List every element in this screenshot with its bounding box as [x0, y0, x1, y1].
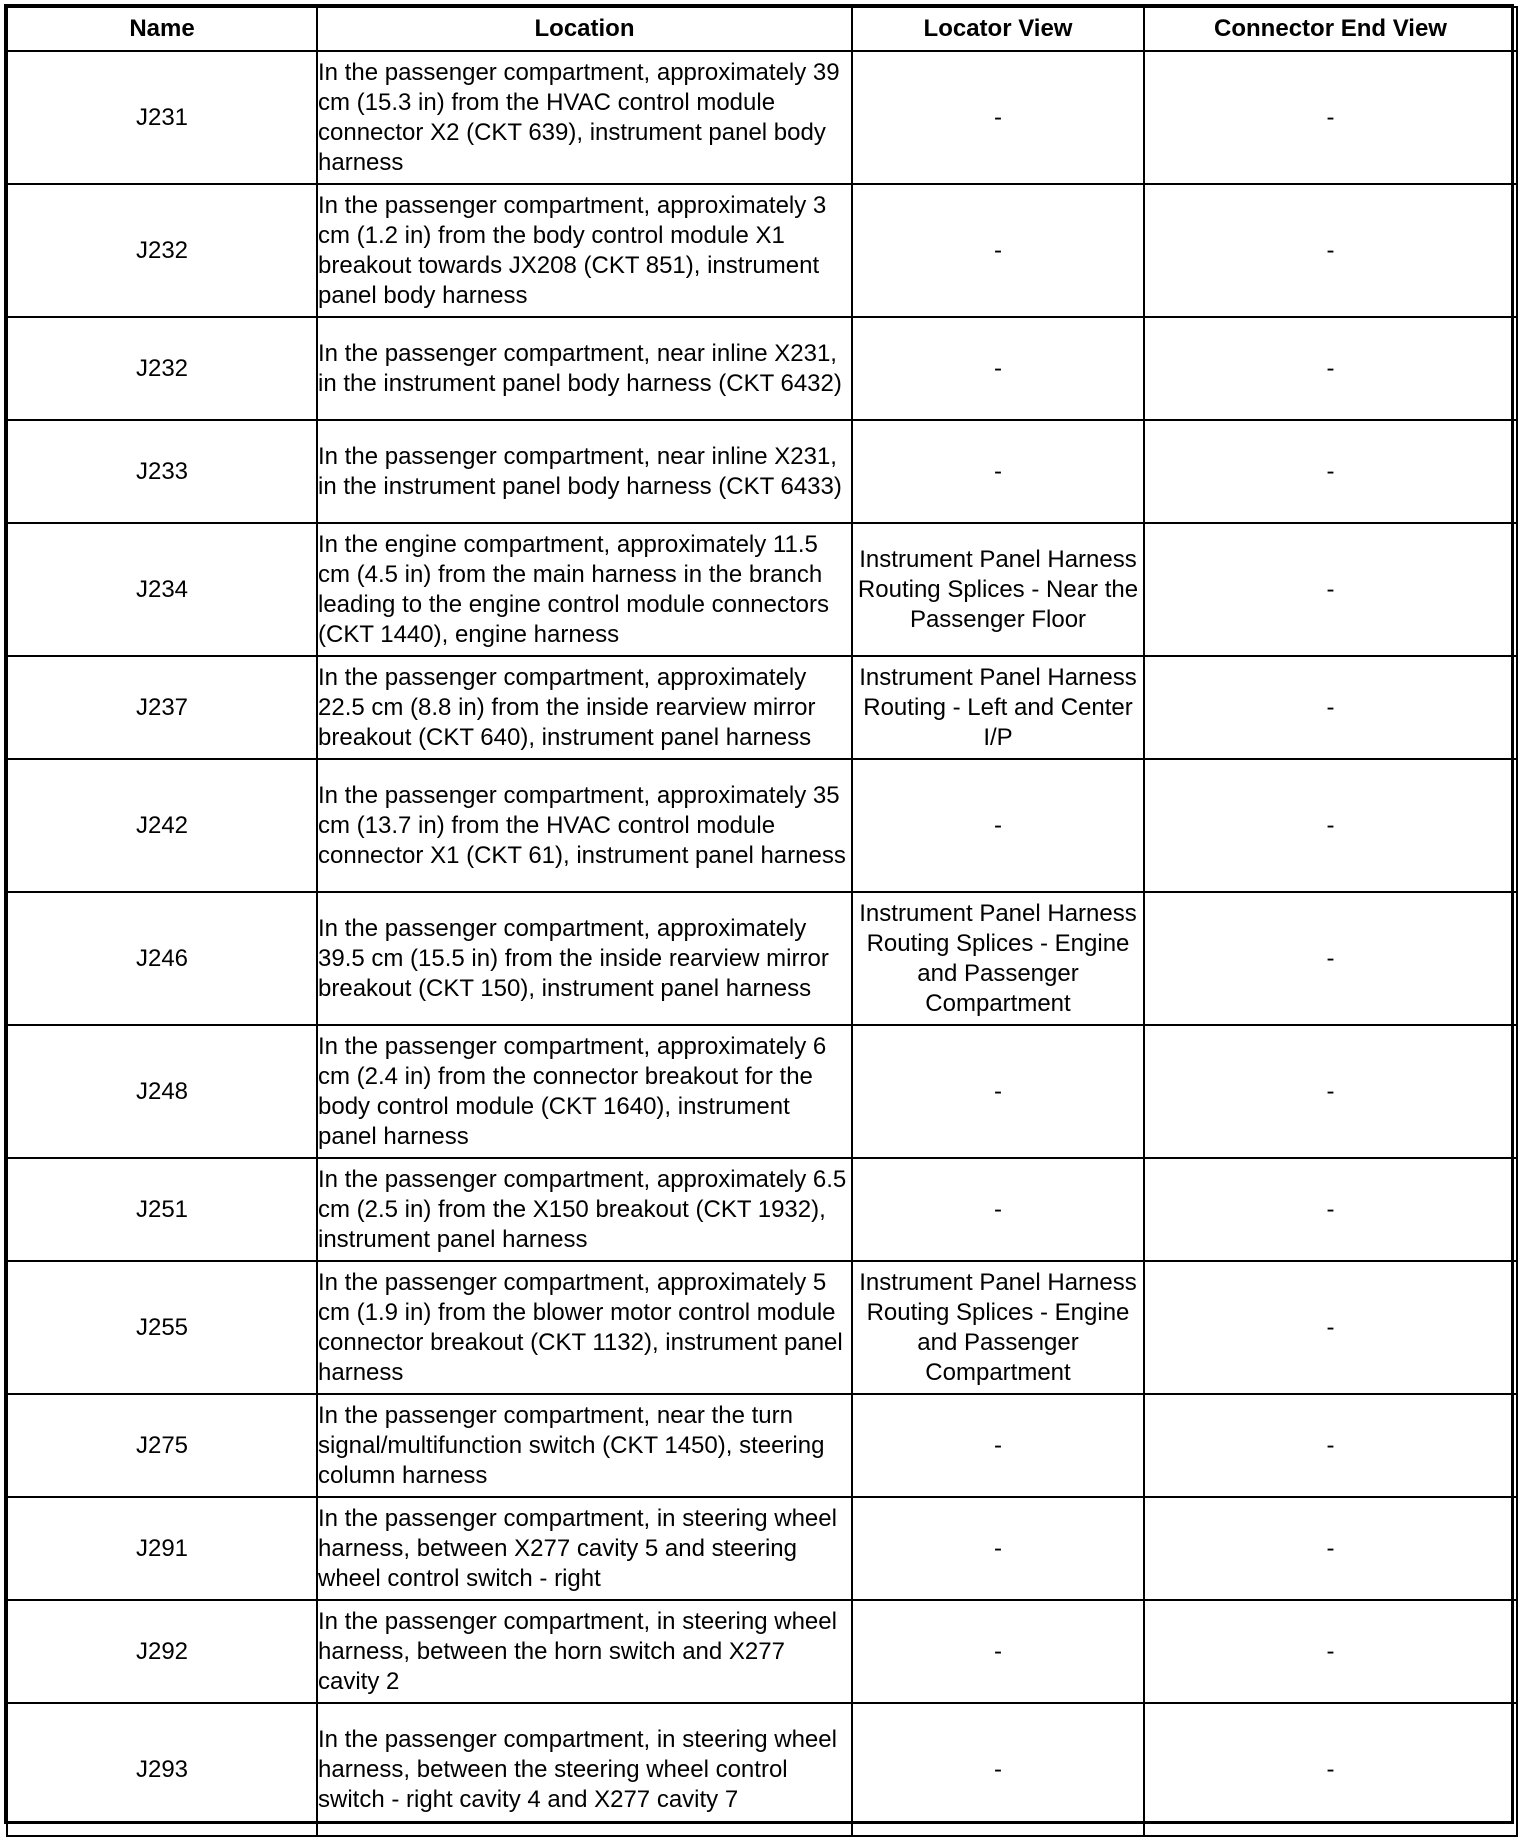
cell-locator-view: -	[852, 1703, 1144, 1836]
cell-connector-end-view: -	[1144, 759, 1517, 892]
splice-location-table	[6, 6, 1518, 1837]
header-row	[7, 7, 1517, 51]
cell-location: In the passenger compartment, in steering wheel harness, between the steering wheel control switch - right cavity 4 and X277 cavity 7	[317, 1703, 852, 1836]
table-row	[7, 184, 1517, 317]
cell-location: In the passenger compartment, approximately 22.5 cm (8.8 in) from the inside rearview mirror breakout (CKT 640), instrument panel harness	[317, 656, 852, 759]
cell-connector-end-view: -	[1144, 523, 1517, 656]
cell-name: J291	[7, 1497, 317, 1600]
cell-location: In the passenger compartment, in steering wheel harness, between X277 cavity 5 and steering wheel control switch - right	[317, 1497, 852, 1600]
table-row	[7, 656, 1517, 759]
cell-connector-end-view: -	[1144, 420, 1517, 523]
cell-name: J231	[7, 51, 317, 184]
cell-location: In the passenger compartment, approximately 6 cm (2.4 in) from the connector breakout for the body control module (CKT 1640), instrument panel harness	[317, 1025, 852, 1158]
cell-connector-end-view: -	[1144, 1394, 1517, 1497]
table-row	[7, 1394, 1517, 1497]
table-row	[7, 1600, 1517, 1703]
table-row	[7, 1497, 1517, 1600]
cell-locator-view: -	[852, 420, 1144, 523]
cell-name: J255	[7, 1261, 317, 1394]
cell-locator-view: -	[852, 1394, 1144, 1497]
cell-locator-view: -	[852, 759, 1144, 892]
cell-locator-view: -	[852, 1497, 1144, 1600]
table-row	[7, 317, 1517, 420]
cell-connector-end-view: -	[1144, 1703, 1517, 1836]
cell-location: In the passenger compartment, approximately 39.5 cm (15.5 in) from the inside rearview mirror breakout (CKT 150), instrument panel harness	[317, 892, 852, 1025]
cell-name: J242	[7, 759, 317, 892]
cell-connector-end-view: -	[1144, 1261, 1517, 1394]
cell-locator-view: Instrument Panel Harness Routing Splices - Engine and Passenger Compartment	[852, 1261, 1144, 1394]
cell-connector-end-view: -	[1144, 51, 1517, 184]
cell-location: In the passenger compartment, approximately 6.5 cm (2.5 in) from the X150 breakout (CKT 1932), instrument panel harness	[317, 1158, 852, 1261]
cell-locator-view: -	[852, 1025, 1144, 1158]
table-row	[7, 892, 1517, 1025]
cell-location: In the engine compartment, approximately 11.5 cm (4.5 in) from the main harness in the branch leading to the engine control module connectors (CKT 1440), engine harness	[317, 523, 852, 656]
cell-location: In the passenger compartment, in steering wheel harness, between the horn switch and X277 cavity 2	[317, 1600, 852, 1703]
cell-name: J237	[7, 656, 317, 759]
cell-name: J232	[7, 184, 317, 317]
cell-location: In the passenger compartment, approximately 39 cm (15.3 in) from the HVAC control module connector X2 (CKT 639), instrument panel body harness	[317, 51, 852, 184]
table-row	[7, 523, 1517, 656]
cell-connector-end-view: -	[1144, 1600, 1517, 1703]
cell-connector-end-view: -	[1144, 1025, 1517, 1158]
table-row	[7, 1158, 1517, 1261]
cell-name: J248	[7, 1025, 317, 1158]
cell-connector-end-view: -	[1144, 184, 1517, 317]
cell-location: In the passenger compartment, approximately 3 cm (1.2 in) from the body control module X1 breakout towards JX208 (CKT 851), instrument panel body harness	[317, 184, 852, 317]
cell-connector-end-view: -	[1144, 1497, 1517, 1600]
cell-locator-view: Instrument Panel Harness Routing - Left and Center I/P	[852, 656, 1144, 759]
cell-name: J234	[7, 523, 317, 656]
cell-locator-view: -	[852, 184, 1144, 317]
table-row	[7, 759, 1517, 892]
table-row	[7, 51, 1517, 184]
header-connector-end-view: Connector End View	[1144, 7, 1517, 51]
cell-locator-view: -	[852, 51, 1144, 184]
cell-location: In the passenger compartment, near the turn signal/multifunction switch (CKT 1450), steering column harness	[317, 1394, 852, 1497]
cell-name: J251	[7, 1158, 317, 1261]
cell-locator-view: Instrument Panel Harness Routing Splices - Near the Passenger Floor	[852, 523, 1144, 656]
header-name: Name	[7, 7, 317, 51]
header-location: Location	[317, 7, 852, 51]
table-row	[7, 1261, 1517, 1394]
table-row	[7, 420, 1517, 523]
cell-name: J293	[7, 1703, 317, 1836]
cell-locator-view: -	[852, 317, 1144, 420]
table-row	[7, 1703, 1517, 1836]
cell-location: In the passenger compartment, near inline X231, in the instrument panel body harness (CKT 6432)	[317, 317, 852, 420]
cell-connector-end-view: -	[1144, 317, 1517, 420]
cell-name: J246	[7, 892, 317, 1025]
cell-connector-end-view: -	[1144, 892, 1517, 1025]
cell-name: J233	[7, 420, 317, 523]
cell-name: J275	[7, 1394, 317, 1497]
header-locator-view: Locator View	[852, 7, 1144, 51]
cell-name: J232	[7, 317, 317, 420]
cell-location: In the passenger compartment, near inline X231, in the instrument panel body harness (CKT 6433)	[317, 420, 852, 523]
cell-location: In the passenger compartment, approximately 35 cm (13.7 in) from the HVAC control module connector X1 (CKT 61), instrument panel harness	[317, 759, 852, 892]
cell-locator-view: -	[852, 1600, 1144, 1703]
cell-location: In the passenger compartment, approximately 5 cm (1.9 in) from the blower motor control module connector breakout (CKT 1132), instrument panel harness	[317, 1261, 852, 1394]
table-row	[7, 1025, 1517, 1158]
cell-connector-end-view: -	[1144, 656, 1517, 759]
cell-locator-view: Instrument Panel Harness Routing Splices - Engine and Passenger Compartment	[852, 892, 1144, 1025]
cell-locator-view: -	[852, 1158, 1144, 1261]
cell-name: J292	[7, 1600, 317, 1703]
cell-connector-end-view: -	[1144, 1158, 1517, 1261]
